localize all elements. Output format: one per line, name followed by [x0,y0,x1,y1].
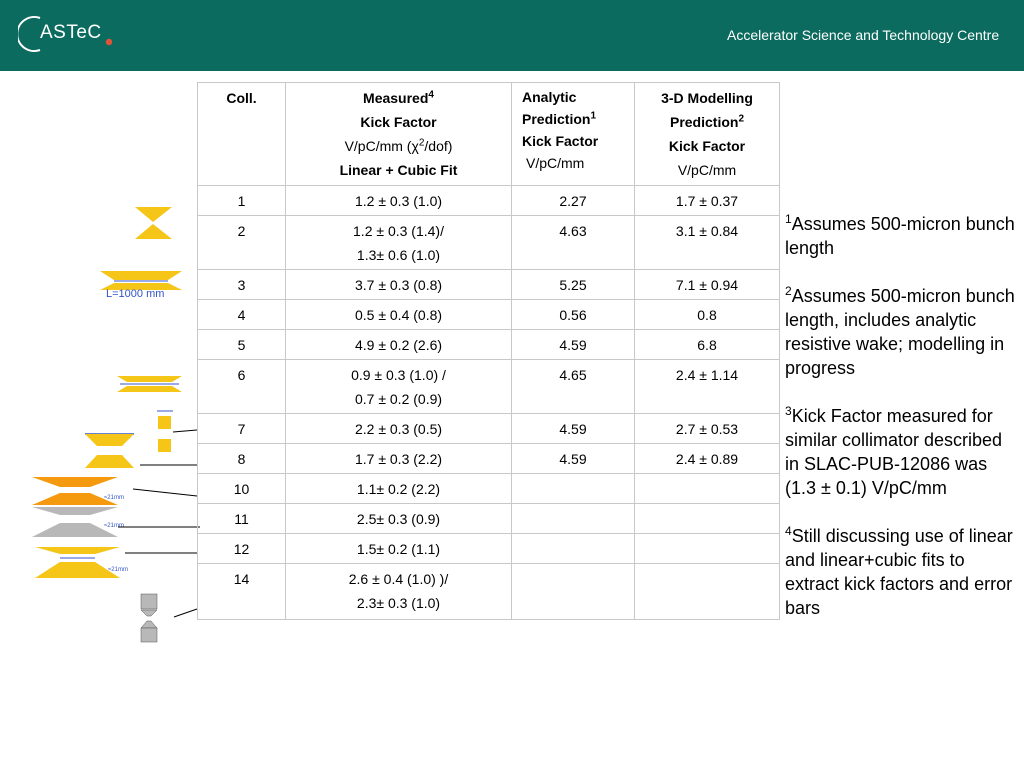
cell-measured: 1.5± 0.2 (1.1) [286,534,512,564]
cell-analytic [512,504,635,534]
cell-analytic [512,474,635,504]
table-row [198,330,780,360]
table-row [198,414,780,444]
footnotes [785,212,1021,644]
cell-model: 6.8 [635,330,780,360]
cell-coll: 14 [198,564,286,620]
collimator-14-shape [141,594,197,642]
dim-label: ≈21mm [108,567,128,573]
cell-coll: 4 [198,300,286,330]
cell-measured: 1.1± 0.2 (2.2) [286,474,512,504]
dim-label: ≈21mm [104,523,124,529]
cell-measured: 1.2 ± 0.3 (1.4)/ 1.3± 0.6 (1.0) [286,216,512,270]
cell-model [635,564,780,620]
cell-model: 2.4 ± 1.14 [635,360,780,414]
cell-coll: 5 [198,330,286,360]
collimator-8-shape [85,434,197,468]
table-row [198,216,780,270]
logo-text: ASTeC [40,22,102,43]
table-row [198,360,780,414]
cell-model [635,474,780,504]
dim-label: ≈21mm [104,495,124,501]
cell-model: 2.7 ± 0.53 [635,414,780,444]
table-row [198,300,780,330]
cell-measured: 1.7 ± 0.3 (2.2) [286,444,512,474]
cell-measured: 2.2 ± 0.3 (0.5) [286,414,512,444]
footnote-3: $^3$Kick Factor measured for similar collimator described in SLAC-PUB-12086 was (1.3 ± 0.1) V/pC/mm [785,404,1003,498]
cell-analytic: 4.59 [512,414,635,444]
cell-analytic: 4.59 [512,444,635,474]
kick-factor-table [197,82,780,620]
table-row [198,186,780,216]
table-row [198,270,780,300]
cell-model: 1.7 ± 0.37 [635,186,780,216]
cell-measured: 2.6 ± 0.4 (1.0) )/ 2.3± 0.3 (1.0) [286,564,512,620]
header-coll: Coll. [198,83,286,186]
cell-coll: 11 [198,504,286,534]
cell-analytic [512,534,635,564]
cell-coll: 10 [198,474,286,504]
cell-model: 0.8 [635,300,780,330]
collimator-7-shape [157,411,197,452]
table-body [198,186,780,620]
footnote-4: $^4$Still discussing use of linear and linear+cubic fits to extract kick factors and error bars [785,524,1013,618]
cell-model [635,504,780,534]
header-analytic: Analytic Prediction$^1$ Kick Factor V/pC/mm [512,83,635,186]
cell-measured: 2.5± 0.3 (0.9) [286,504,512,534]
cell-coll: 2 [198,216,286,270]
cell-coll: 6 [198,360,286,414]
org-name: Accelerator Science and Technology Centre [727,27,1000,43]
table-row [198,474,780,504]
cell-analytic: 5.25 [512,270,635,300]
table-row [198,504,780,534]
cell-analytic: 4.59 [512,330,635,360]
cell-coll: 3 [198,270,286,300]
cell-coll: 12 [198,534,286,564]
cell-measured: 0.5 ± 0.4 (0.8) [286,300,512,330]
cell-analytic: 4.63 [512,216,635,270]
collimator-1-shape [135,207,172,239]
cell-analytic: 2.27 [512,186,635,216]
footnote-2: $^2$Assumes 500-micron bunch length, includes analytic resistive wake; modelling in progress [785,284,1015,378]
collimator-sketches [0,190,200,650]
cell-coll: 8 [198,444,286,474]
cell-measured: 0.9 ± 0.3 (1.0) / 0.7 ± 0.2 (0.9) [286,360,512,414]
header-bar [0,0,1024,71]
cell-model: 2.4 ± 0.89 [635,444,780,474]
cell-coll: 7 [198,414,286,444]
table-row [198,534,780,564]
cell-measured: 4.9 ± 0.2 (2.6) [286,330,512,360]
cell-analytic: 4.65 [512,360,635,414]
cell-model: 3.1 ± 0.84 [635,216,780,270]
footnote-1: $^1$Assumes 500-micron bunch length [785,212,1015,258]
header-measured: Measured$^4$ Kick Factor V/pC/mm $(\chi^2/dof)$ Linear + Cubic Fit [286,83,512,186]
cell-analytic: 0.56 [512,300,635,330]
table-header-row [198,83,780,186]
cell-measured: 3.7 ± 0.3 (0.8) [286,270,512,300]
collimator-10-shape [32,477,197,505]
cell-measured: 1.2 ± 0.3 (1.0) [286,186,512,216]
length-label: L=1000 mm [106,288,165,300]
table-row [198,564,780,620]
header-model: 3-D Modelling Prediction$^2$ Kick Factor V/pC/mm [635,83,780,186]
table-row [198,444,780,474]
collimator-12-shape [35,547,197,578]
cell-coll: 1 [198,186,286,216]
cell-model: 7.1 ± 0.94 [635,270,780,300]
cell-analytic [512,564,635,620]
collimator-6-shape [117,376,182,392]
cell-model [635,534,780,564]
collimator-11-shape [32,507,200,537]
